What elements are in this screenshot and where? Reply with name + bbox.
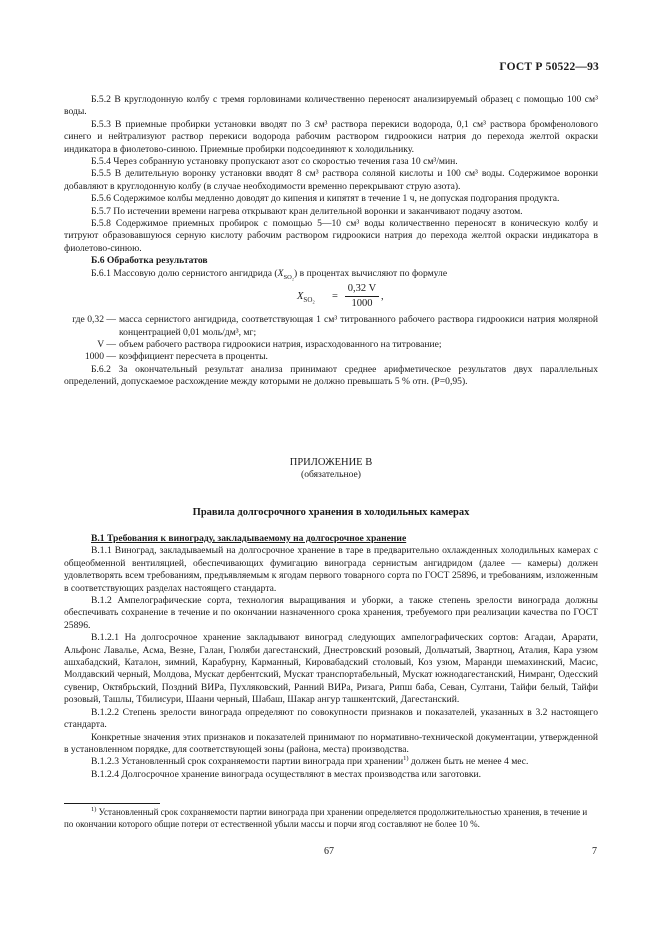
b61-text-after: ) в процентах вычисляют по формуле — [294, 267, 448, 279]
paragraph-v121: В.1.2.1 На долгосрочное хранение закладывают виноград следующих ампелографических сортов: Агадаи, Арарати, Альфонс Лавалье, Асма, Везне, Галан, Гюляби дагестанский, Днестровский розовый, Дольчатый, Звартноц, Аталия, Кара узюм ашхабадский, Каталон, зимний, Карабурну, Карманный, Кировабадский столовый, Коз узюм, Маранди шемахинский, Масис, Молдавский черный, Молдова, Мускат дербентский, Мускат транспортабельный, Мускат южнодагестанский, Нимранг, Одесский сувенир, Октябрьский, Поздний ВИРа, Пухляковский, Ранний ВИРа, Ризага, Рипш баба, Севан, Султани, Тайфи белый, Тайфи розовый, Ташлы, Тбилисури, Шаани черный, Шабаш, Шакар ангур ташкентский, Дагестанский. — [64, 632, 598, 706]
formula-lhs-subscript: SO₂ — [303, 296, 315, 305]
footnote-ref: 1) — [403, 755, 409, 763]
formula-tail: , — [381, 291, 384, 303]
definition-term: V — — [97, 338, 116, 350]
definition-row — [34, 314, 598, 339]
formula-numerator: 0,32 V — [345, 283, 379, 296]
paragraph-b54: Б.5.4 Через собранную установку пропускают азот со скоростью течения газа 10 см³/мин. — [91, 156, 458, 168]
b61-text-before: Б.6.1 Массовую долю сернистого ангидрида ( — [91, 267, 278, 279]
paragraph-b52: Б.5.2 В круглодонную колбу с тремя горловинами количественно переносят анализируемый образец с помощью 100 см³ воды. — [64, 94, 598, 118]
paragraph-b62: Б.6.2 За окончательный результат анализа принимают среднее арифметическое результатов двух параллельных определений, допускаемое расхождение между которыми не должно превышать 5 % отн. (P=0,95). — [64, 363, 598, 388]
definitions-list — [34, 314, 598, 364]
paragraph-b57: Б.5.7 По истечении времени нагрева открывают кран делительной воронки и заканчивают подачу азотом. — [91, 205, 523, 217]
paragraph-v11: В.1.1 Виноград, закладываемый на долгосрочное хранение в таре в предварительно охлажденных холодильных камерах с общеобменной вентиляцией, обеспечивающих фумигацию винограда сернистым ангидридом (далее — камеры) должен удовлетворять всем требованиям, предъявляемым к ягодам первого товарного сорта по ГОСТ 25896, и требованиям, изложенным в соответствующих разделах настоящего стандарта. — [64, 545, 598, 594]
appendix-title: ПРИЛОЖЕНИЕ В — [289, 457, 373, 468]
appendix-header — [64, 457, 598, 482]
definition-desc: масса сернистого ангидрида, соответствующая 1 см³ титрованного рабочего раствора гидроокиси натрия молярной концентрацией 0,01 моль/дм³, мг; — [119, 314, 598, 338]
paragraph-v123 — [64, 756, 598, 768]
paragraph-b56: Б.5.6 Содержимое колбы медленно доводят до кипения и кипятят в течение 1 ч, не допуская подгорания продукта. — [91, 193, 560, 205]
v123-text-before: В.1.2.3 Установленный срок сохраняемости партии винограда при хранении — [91, 756, 404, 768]
definition-desc: коэффициент пересчета в проценты. — [119, 351, 268, 363]
section-heading-b6: Б.6 Обработка результатов — [91, 255, 208, 267]
storage-section — [64, 533, 598, 781]
b61-variable-subscript: SO₂ — [283, 273, 295, 281]
definition-row — [34, 351, 598, 363]
footnote-text: Установленный срок сохраняемости партии винограда при хранении определяется продолжительностью хранения, в течение и по окончании которого общие потери от естественной убыли массы и порчи ягод составляют не более 10 %. — [64, 807, 588, 829]
appendix-name-block — [64, 507, 598, 519]
formula-lhs-var: X — [297, 291, 304, 303]
paragraph-b58: Б.5.8 Содержимое приемных пробирок с помощью 5—10 см³ воды количественно переносят в коническую колбу и титруют образовавшуюся серную кислоту рабочим раствором гидроокиси натрия до перехода желтой окраски индикатора в фиолетово-синюю. — [64, 218, 598, 254]
section-heading-v1: В.1 Требования к винограду, закладываемому на долгосрочное хранение — [91, 533, 407, 544]
formula-lhs — [297, 291, 315, 303]
appendix-name: Правила долгосрочного хранения в холодильных камерах — [192, 507, 470, 518]
paragraph-b53: Б.5.3 В приемные пробирки установки вводят по 3 см³ раствора перекиси водорода, 0,1 см³ раствора бромфенолового синего и нейтрализуют раствор перекиси водорода рабочим раствором гидроокиси натрия до перехода желтой окраски индикатора в фиолетово-синюю. Приемные пробирки подсоединяют к холодильнику. — [64, 118, 598, 155]
definition-term: 1000 — — [84, 351, 116, 363]
paragraph-b55: Б.5.5 В делительную воронку установки вводят 8 см³ раствора соляной кислоты и 100 см³ воды. Содержимое воронки добавляют в круглодонную колбу (в случае необходимости временно перекрывают струю азота). — [64, 168, 598, 192]
formula-block — [64, 282, 598, 312]
b61-variable: X — [277, 267, 284, 279]
paragraph-b61 — [64, 268, 598, 280]
method-section — [64, 94, 598, 389]
footnote-divider — [64, 803, 160, 804]
footnote-mark: 1) — [91, 806, 97, 813]
definition-row — [34, 339, 598, 351]
formula-denominator: 1000 — [351, 298, 373, 310]
paragraph-v124: В.1.2.4 Долгосрочное хранение винограда осуществляют в местах производства или заготовки. — [91, 768, 482, 780]
page-number-center: 67 — [324, 846, 334, 857]
page-number-right: 7 — [592, 846, 597, 857]
footnote — [64, 807, 598, 830]
definition-desc: объем рабочего раствора гидроокиси натрия, израсходованного на титрование; — [119, 338, 442, 350]
definition-term: где 0,32 — — [72, 314, 116, 326]
v123-text-after: должен быть не менее 4 мес. — [408, 756, 529, 768]
formula-equals: = — [332, 291, 338, 303]
paragraph-v122: В.1.2.2 Степень зрелости винограда определяют по совокупности признаков и показателей, указанных в 3.2 настоящего стандарта. — [64, 706, 598, 731]
appendix-status: (обязательное) — [301, 469, 361, 481]
paragraph-v12: В.1.2 Ампелографические сорта, технология выращивания и уборки, а также степень зрелости винограда должны обеспечивать сохранение в течение и по окончании назначенного срока хранения, требуемого при реализации качества по ГОСТ 25896. — [64, 595, 598, 631]
paragraph-v122-cont: Конкретные значения этих признаков и показателей принимают по нормативно-технической документации, утвержденной в установленном порядке, для соответствующей зоны (района, места) производства. — [64, 731, 598, 755]
standard-header: ГОСТ Р 50522—93 — [499, 61, 599, 73]
